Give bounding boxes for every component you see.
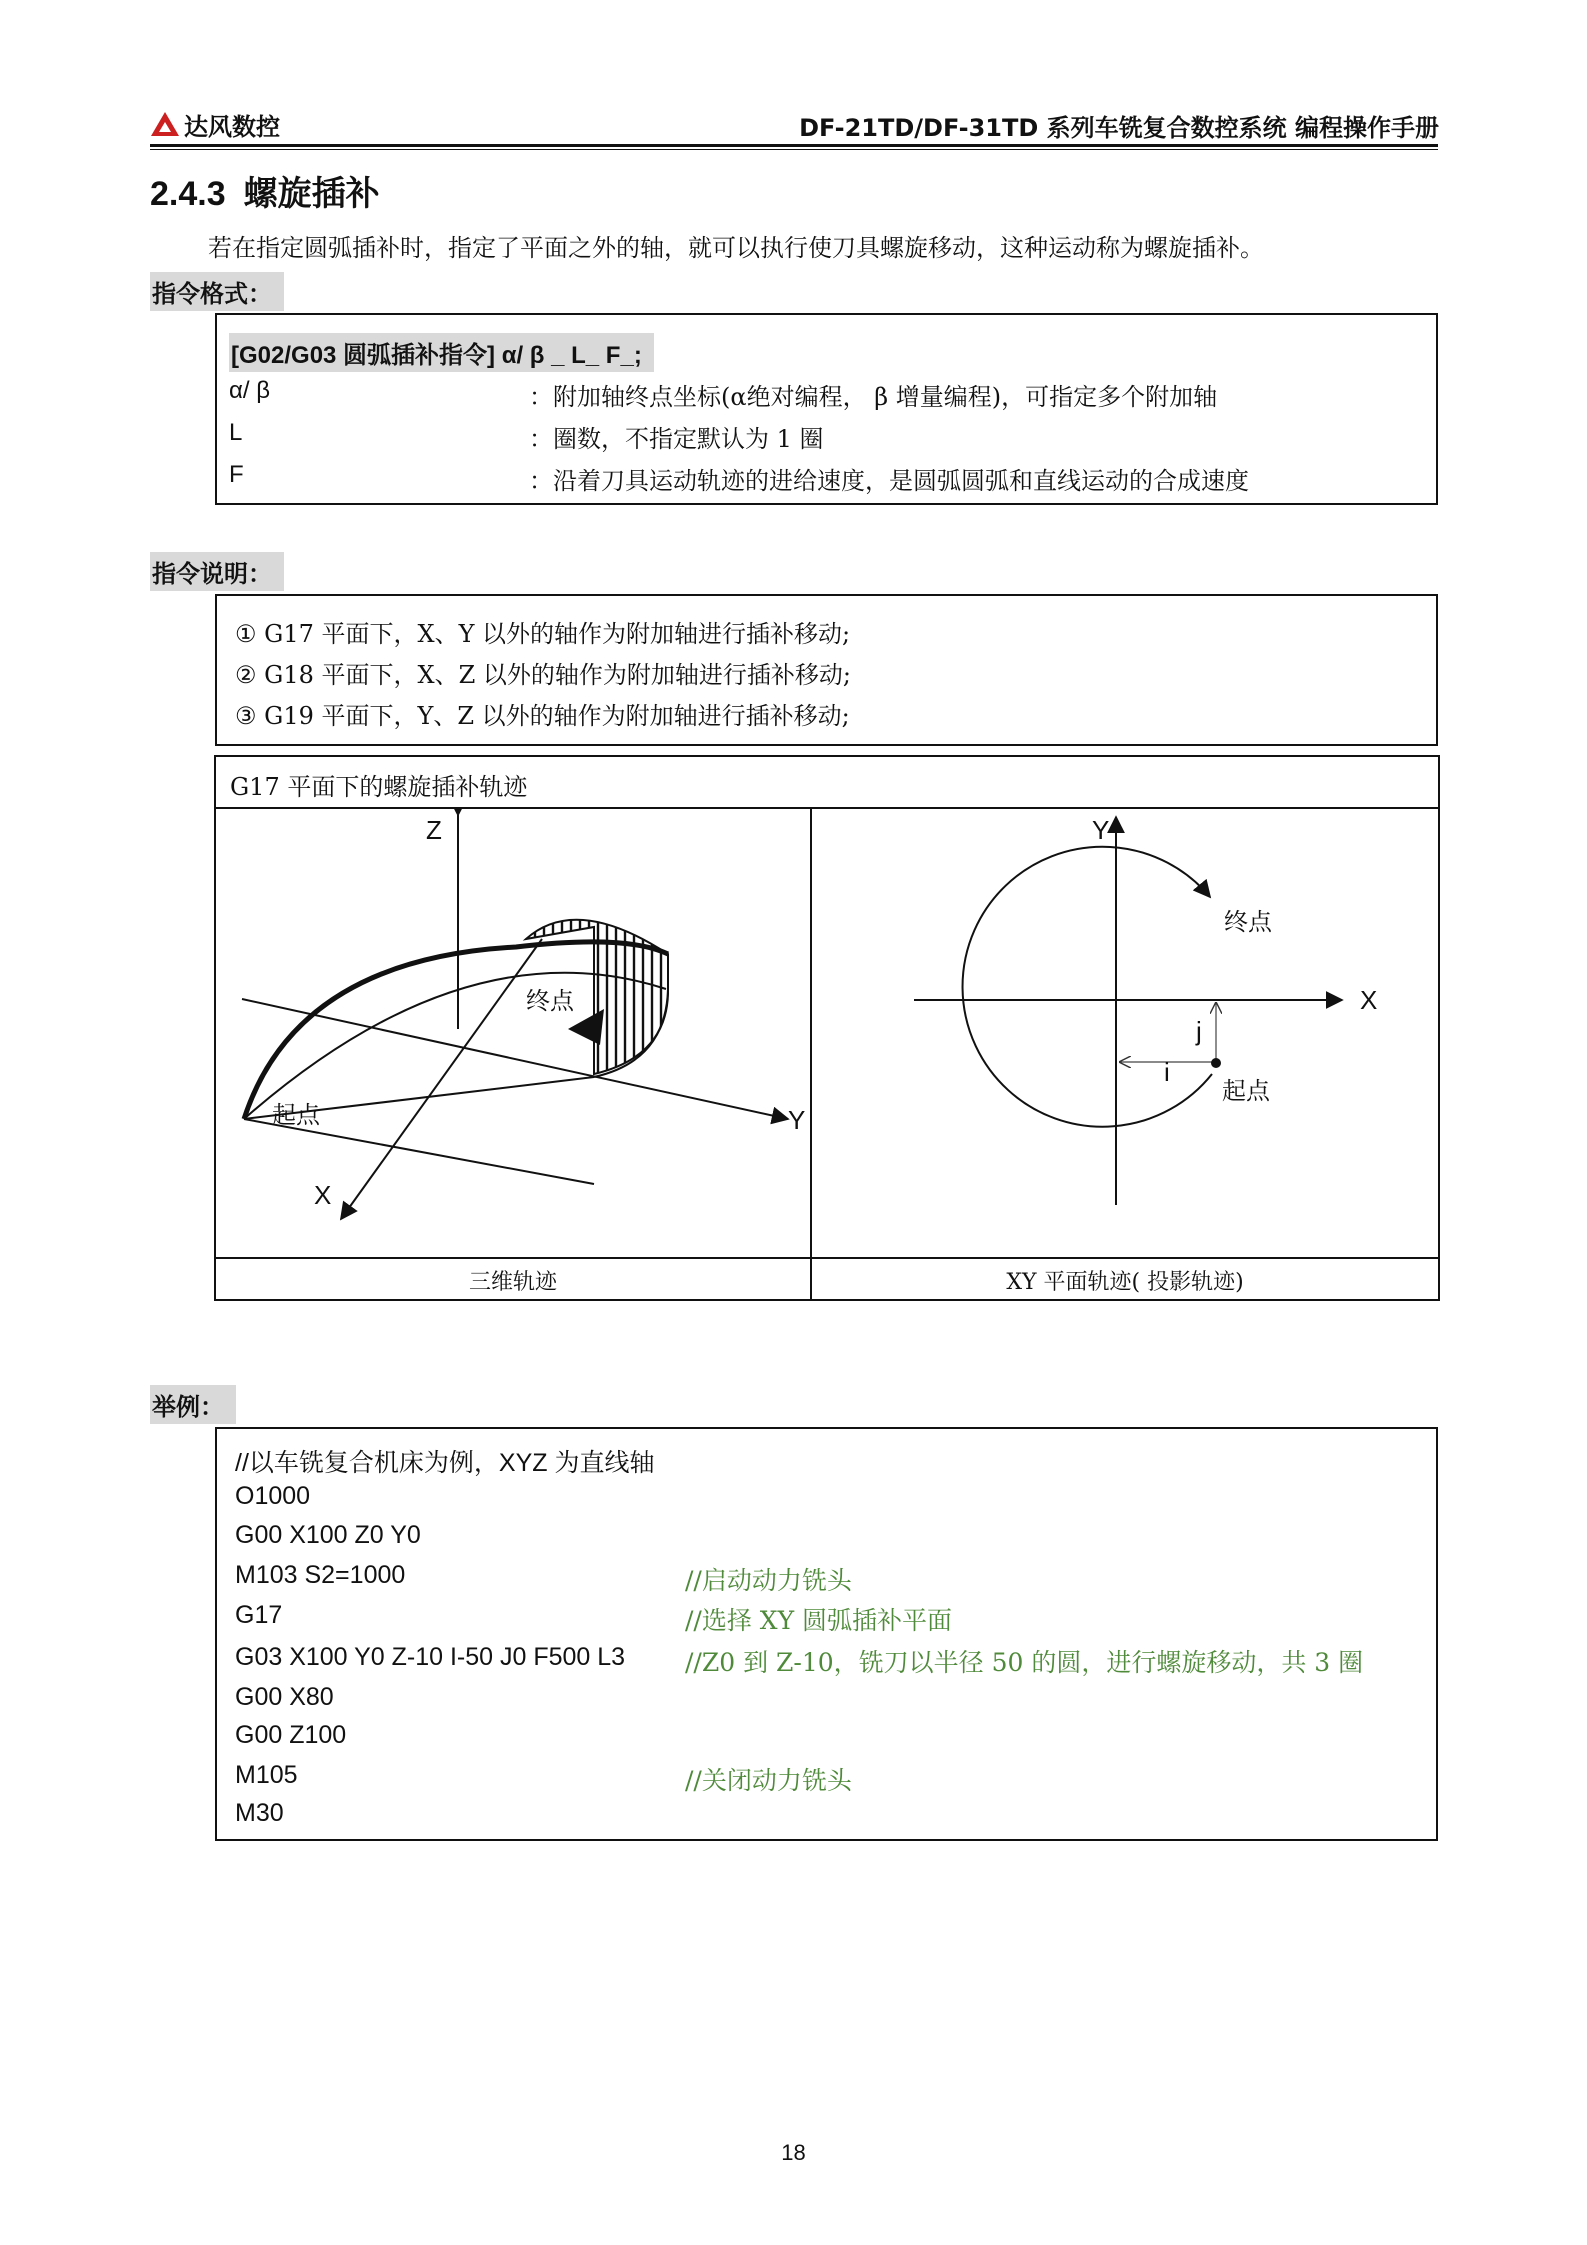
helical-figure: [214, 755, 1440, 1301]
start-point-label: 起点: [1222, 1077, 1270, 1105]
description-item: ② G18 平面下，X、Z 以外的轴作为附加轴进行插补移动;: [235, 661, 851, 689]
code-line: //以车铣复合机床为例，XYZ 为直线轴: [235, 1449, 655, 1477]
company-logo-icon: [150, 111, 180, 137]
intro-paragraph: 若在指定圆弧插补时，指定了平面之外的轴，就可以执行使刀具螺旋移动，这种运动称为螺旋插补。: [208, 234, 1264, 262]
end-point-label: 终点: [1224, 908, 1272, 936]
company-name: 达风数控: [184, 112, 280, 141]
start-point: [1211, 1058, 1221, 1068]
manual-title: DF-21TD/DF-31TD 系列车铣复合数控系统 编程操作手册: [799, 114, 1439, 142]
format-value: ：沿着刀具运动轨迹的进给速度，是圆弧圆弧和直线运动的合成速度: [529, 467, 1249, 495]
section-number: 2.4.3: [150, 175, 226, 213]
code-line: G17: [235, 1601, 283, 1629]
description-item: ① G17 平面下，X、Y 以外的轴作为附加轴进行插补移动;: [235, 620, 851, 648]
figure-divider: [216, 1257, 1438, 1259]
code-line: G00 Z100: [235, 1721, 347, 1749]
format-key: L: [229, 419, 243, 446]
code-line: M105: [235, 1761, 298, 1789]
format-heading: [G02/G03 圆弧插补指令] α/ β _ L_ F_;: [229, 333, 654, 372]
page-number: 18: [781, 2140, 806, 2165]
format-label: 指令格式：: [150, 272, 284, 311]
section-name: 螺旋插补: [243, 174, 380, 214]
code-line: G03 X100 Y0 Z-10 I-50 J0 F500 L3: [235, 1643, 626, 1671]
section-title: [150, 166, 380, 215]
header-divider-thin: [150, 149, 1438, 150]
format-key: F: [229, 461, 244, 488]
format-value: ：附加轴终点坐标(α绝对编程， β 增量编程)，可指定多个附加轴: [529, 383, 1218, 411]
code-line: O1000: [235, 1482, 311, 1510]
y-axis-label: Y: [1092, 815, 1110, 845]
z-axis-label: Z: [426, 815, 442, 845]
description-box: [215, 594, 1438, 746]
i-label: i: [1164, 1057, 1170, 1087]
x-axis-label: X: [1360, 985, 1378, 1015]
code-comment: //Z0 到 Z-10，铣刀以半径 50 的圆，进行螺旋移动，共 3 圈: [685, 1648, 1364, 1677]
format-box: [215, 313, 1438, 505]
caption-3d: 三维轨迹: [468, 1270, 557, 1295]
projection-circle: [963, 847, 1212, 1127]
code-comment: //关闭动力铣头: [685, 1766, 852, 1795]
helix-3d-diagram: [216, 809, 810, 1257]
format-value: ：圈数，不指定默认为 1 圈: [529, 425, 824, 453]
header-logo: [150, 108, 280, 140]
header-divider: [150, 144, 1438, 147]
caption-xy: XY 平面轨迹( 投影轨迹): [1006, 1270, 1244, 1295]
format-key: α/ β: [229, 377, 271, 404]
code-line: M103 S2=1000: [235, 1561, 406, 1589]
y-axis-label: Y: [788, 1105, 806, 1135]
j-label: j: [1196, 1016, 1202, 1046]
description-label: 指令说明：: [150, 552, 284, 591]
xy-projection-diagram: [812, 809, 1438, 1257]
figure-title: G17 平面下的螺旋插补轨迹: [230, 773, 528, 801]
start-point-label: 起点: [272, 1101, 320, 1129]
y-axis: [242, 999, 788, 1119]
code-line: G00 X80: [235, 1683, 334, 1711]
code-line: M30: [235, 1799, 284, 1827]
code-line: G00 X100 Z0 Y0: [235, 1521, 421, 1549]
description-item: ③ G19 平面下，Y、Z 以外的轴作为附加轴进行插补移动;: [235, 702, 850, 730]
end-point-label: 终点: [526, 987, 574, 1015]
example-code-box: [215, 1427, 1438, 1841]
example-label: 举例：: [150, 1385, 236, 1424]
code-comment: //选择 XY 圆弧插补平面: [685, 1606, 953, 1635]
x-axis-label: X: [314, 1180, 332, 1210]
code-comment: //启动动力铣头: [685, 1566, 852, 1595]
